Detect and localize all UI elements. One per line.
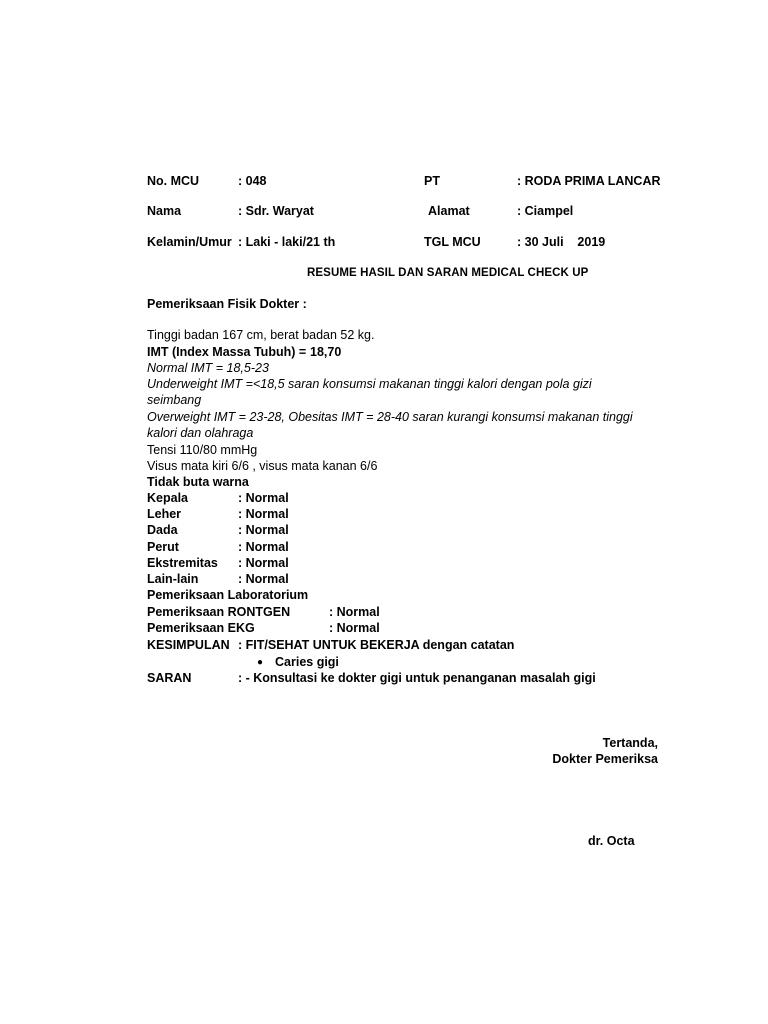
- kesimpulan-value: : FIT/SEHAT UNTUK BEKERJA dengan catatan: [238, 638, 515, 652]
- tensi-text: Tensi 110/80 mmHg: [147, 443, 258, 457]
- imt-label: IMT (Index Massa Tubuh) =: [147, 345, 307, 359]
- nama-label: Nama: [147, 204, 182, 218]
- tgl-mcu-value: : 30 Juli 2019: [517, 235, 606, 249]
- exam-item-label: Leher: [147, 507, 182, 521]
- rontgen-value: : Normal: [329, 605, 380, 619]
- exam-item-label: Perut: [147, 540, 179, 554]
- exam-item-value: : Normal: [238, 523, 289, 537]
- doctor-name: dr. Octa: [588, 834, 635, 848]
- exam-item-label: Kepala: [147, 491, 188, 505]
- alamat-value: : Ciampel: [517, 204, 574, 218]
- overweight-text-1: Overweight IMT = 23-28, Obesitas IMT = 28-40 saran kurangi konsumsi makanan tinggi: [147, 410, 633, 424]
- kesimpulan-label: KESIMPULAN: [147, 638, 230, 652]
- rontgen-label: Pemeriksaan RONTGEN: [147, 605, 291, 619]
- section-fisik-heading: Pemeriksaan Fisik Dokter :: [147, 297, 307, 311]
- alamat-label: Alamat: [428, 204, 470, 218]
- underweight-text-1: Underweight IMT =<18,5 saran konsumsi makanan tinggi kalori dengan pola gizi: [147, 377, 592, 391]
- normal-imt-text: Normal IMT = 18,5-23: [147, 361, 269, 375]
- kelamin-value: : Laki - laki/21 th: [238, 235, 336, 249]
- saran-value: : - Konsultasi ke dokter gigi untuk penanganan masalah gigi: [238, 671, 596, 685]
- saran-label: SARAN: [147, 671, 192, 685]
- buta-warna-text: Tidak buta warna: [147, 475, 249, 489]
- nama-value: : Sdr. Waryat: [238, 204, 314, 218]
- no-mcu-label: No. MCU: [147, 174, 200, 188]
- exam-item-label: Lain-lain: [147, 572, 199, 586]
- exam-item-value: : Normal: [238, 491, 289, 505]
- bullet-icon: ●: [257, 657, 264, 668]
- dokter-pemeriksa-text: Dokter Pemeriksa: [552, 752, 658, 766]
- overweight-text-2: kalori dan olahraga: [147, 426, 254, 440]
- pt-label: PT: [424, 174, 440, 188]
- tgl-mcu-label: TGL MCU: [424, 235, 481, 249]
- exam-item-value: : Normal: [238, 572, 289, 586]
- no-mcu-value: : 048: [238, 174, 267, 188]
- exam-item-label: Ekstremitas: [147, 556, 218, 570]
- exam-item-value: : Normal: [238, 556, 289, 570]
- imt-value: 18,70: [310, 345, 342, 359]
- exam-item-value: : Normal: [238, 507, 289, 521]
- kesimpulan-bullet-item: Caries gigi: [275, 655, 339, 669]
- visus-text: Visus mata kiri 6/6 , visus mata kanan 6/6: [147, 459, 378, 473]
- tertanda-text: Tertanda,: [602, 736, 658, 750]
- tinggi-berat-text: Tinggi badan 167 cm, berat badan 52 kg.: [147, 328, 375, 342]
- exam-item-label: Dada: [147, 523, 178, 537]
- pt-value: : RODA PRIMA LANCAR: [517, 174, 661, 188]
- document-title: RESUME HASIL DAN SARAN MEDICAL CHECK UP: [307, 267, 589, 279]
- exam-item-value: : Normal: [238, 540, 289, 554]
- ekg-label: Pemeriksaan EKG: [147, 621, 255, 635]
- lab-heading: Pemeriksaan Laboratorium: [147, 588, 309, 602]
- kelamin-label: Kelamin/Umur: [147, 235, 232, 249]
- underweight-text-2: seimbang: [147, 393, 202, 407]
- ekg-value: : Normal: [329, 621, 380, 635]
